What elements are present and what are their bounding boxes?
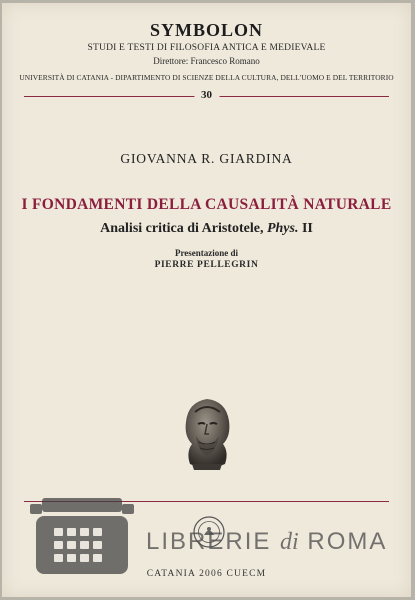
watermark-brand: LIBRERIE xyxy=(146,528,272,555)
series-title: SYMBOLON xyxy=(149,20,263,40)
series-subtitle: STUDI E TESTI DI FILOSOFIA ANTICA E MEDIEVALE xyxy=(87,43,326,53)
subtitle-suffix: II xyxy=(298,221,313,236)
watermark-city: ROMA xyxy=(307,528,388,555)
aristotle-bust-image xyxy=(178,394,236,472)
publisher-line: CATANIA 2006 CUECM xyxy=(146,569,267,579)
book-title: I FONDAMENTI DELLA CAUSALITÀ NATURALE xyxy=(21,196,392,213)
presentation-label: Presentazione di xyxy=(174,248,239,258)
typewriter-watermark-icon xyxy=(26,494,138,578)
presenter-name: PIERRE PELLEGRIN xyxy=(154,260,259,270)
subtitle-prefix: Analisi critica di Aristotele, xyxy=(100,221,267,236)
watermark-brand-italic: di xyxy=(280,529,299,555)
book-subtitle xyxy=(2,221,411,237)
series-director: Direttore: Francesco Romano xyxy=(153,56,260,66)
subtitle-italic: Phys. xyxy=(266,221,299,236)
series-number: 30 xyxy=(194,89,219,101)
university-line: UNIVERSITÀ DI CATANIA - DIPARTIMENTO DI SCIENZE DELLA CULTURA, DELL'UOMO E DEL TERRITORIO xyxy=(19,73,394,82)
watermark-text xyxy=(146,528,387,556)
author-name: GIOVANNA R. GIARDINA xyxy=(120,151,293,166)
